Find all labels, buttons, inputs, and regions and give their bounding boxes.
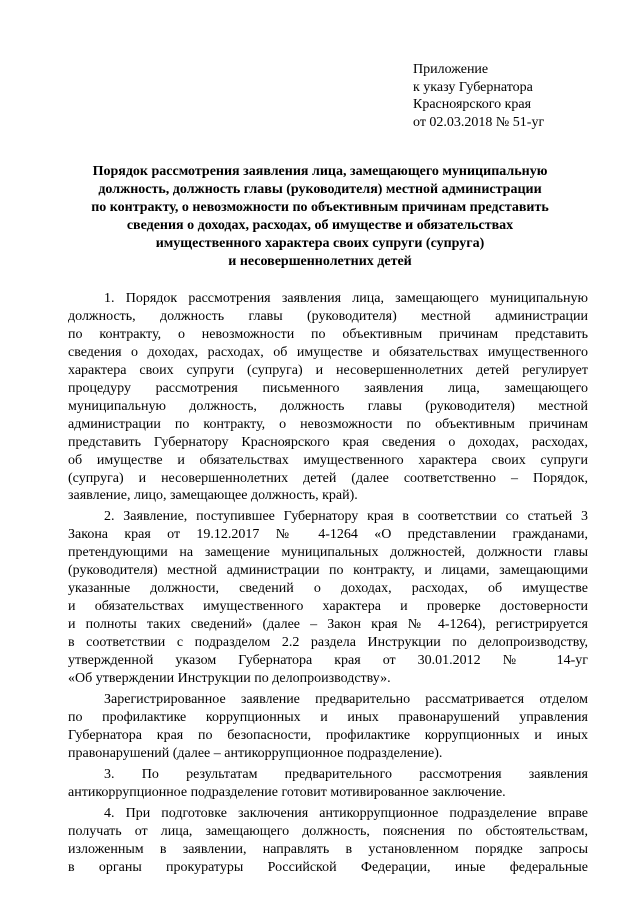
title-line: должность, должность главы (руководителя) местной администрации (98, 182, 542, 197)
body-line: 4. При подготовке заключения антикоррупционное подразделение вправе (104, 805, 588, 821)
body-line: по профилактике коррупционных и иных правонарушений управления (68, 709, 588, 725)
body-line: Губернатора края по безопасности, профилактике коррупционных и иных (68, 727, 588, 743)
body-line: в органы прокуратуры Российской Федерации, иные федеральные (68, 859, 588, 875)
body-line: Зарегистрированное заявление предварительно рассматривается отделом (104, 691, 588, 707)
body-line: утвержденной указом Губернатора края от 30.01.2012 № 14-уг (68, 653, 588, 669)
body-line: и обязательствах имущественного характера и проверке достоверности (68, 599, 588, 615)
body-line: изложенным в заявлении, направлять в установленном порядке запросы (68, 841, 588, 857)
title-line: по контракту, о невозможности по объективным причинам представить (91, 200, 549, 215)
body-line: об имуществе и обязательствах имущественного характера своих супруги (68, 452, 588, 468)
body-line: (руководителя) местной администрации по контракту, и лицами, замещающими (68, 563, 588, 579)
body-line: и полноты таких сведений» (далее – Закон края № 4-1264), регистрируется (68, 617, 588, 633)
appendix-line: Приложение (413, 62, 489, 77)
body-line: муниципальную должность, должность главы (руководителя) местной (68, 398, 588, 414)
body-line: по контракту, о невозможности по объективным причинам представить (68, 326, 588, 342)
appendix-block (413, 61, 613, 131)
appendix-line: к указу Губернатора (413, 79, 533, 95)
title-line: сведения о доходах, расходах, об имуществе и обязательствах (126, 218, 514, 233)
body-line: процедуру рассмотрения письменного заявления лица, замещающего (68, 380, 588, 396)
body-line: «Об утверждении Инструкции по делопроизводству». (68, 671, 391, 687)
body-line: заявление, лицо, замещающее должность, край). (68, 488, 358, 504)
body-line: представить Губернатору Красноярского края сведения о доходах, расходах, (68, 434, 588, 450)
body-line: правонарушений (далее – антикоррупционное подразделение). (68, 745, 443, 761)
appendix-line: от 02.03.2018 № 51-уг (413, 114, 545, 130)
title-line: Порядок рассмотрения заявления лица, замещающего муниципальную (92, 164, 548, 179)
body-line: получать от лица, замещающего должность, пояснения по обстоятельствам, (68, 823, 588, 839)
body-line: в соответствии с подразделом 2.2 раздела Инструкции по делопроизводству, (68, 635, 588, 651)
body-line: указанные должности, сведений о доходах, расходах, об имуществе (68, 581, 588, 597)
body-line: антикоррупционное подразделение готовит мотивированное заключение. (68, 784, 506, 800)
title-line: и несовершеннолетних детей (228, 254, 412, 269)
appendix-line: Красноярского края (413, 97, 532, 112)
body-line: сведения о доходах, расходах, об имуществе и обязательствах имущественного (68, 344, 588, 360)
body-line: администрации по контракту, о невозможности по объективным причинам (68, 416, 588, 432)
body-line: 2. Заявление, поступившее Губернатору края в соответствии со статьей 3 (104, 509, 588, 525)
body-line: (супруга) и несовершеннолетних детей (далее соответственно – Порядок, (68, 470, 588, 486)
title-line: имущественного характера своих супруги (супруга) (155, 236, 485, 251)
body-line: характера своих супруги (супруга) и несовершеннолетних детей регулирует (68, 362, 588, 378)
body-line: претендующими на замещение муниципальных должностей, должности главы (68, 545, 588, 561)
body-line: 1. Порядок рассмотрения заявления лица, замещающего муниципальную (104, 291, 588, 306)
body-line: 3. По результатам предварительного рассмотрения заявления (104, 766, 588, 782)
body-line: должность, должность главы (руководителя) местной администрации (68, 308, 588, 324)
document-title (60, 163, 580, 271)
body-line: Закона края от 19.12.2017 № 4-1264 «О представлении гражданами, (68, 527, 588, 543)
body-text (68, 290, 588, 877)
